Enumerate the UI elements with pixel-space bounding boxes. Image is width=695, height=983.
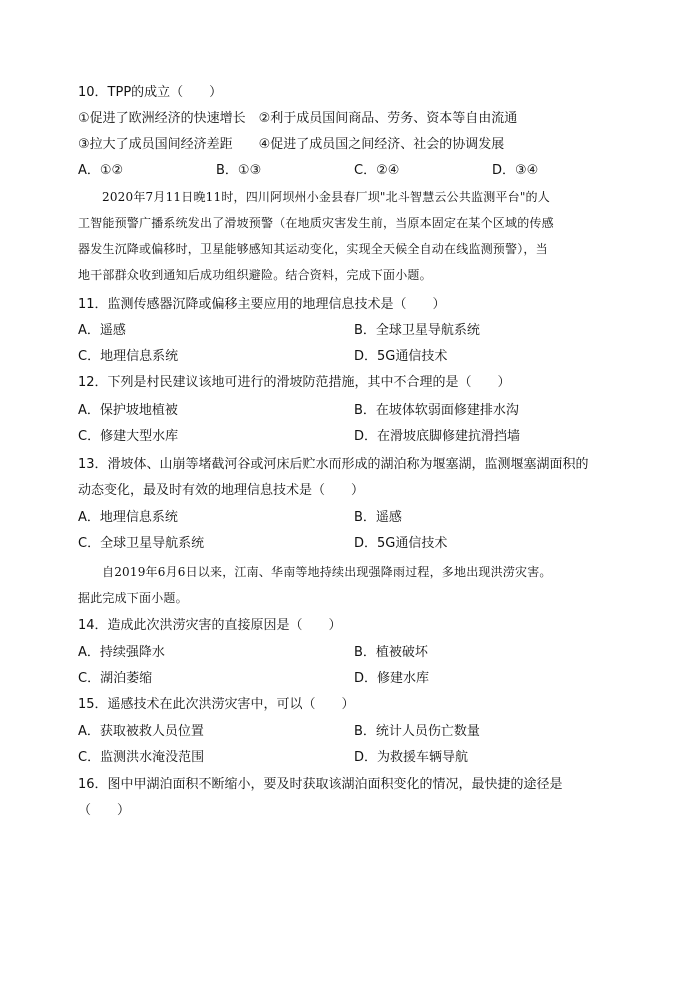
q13-options-row-1 bbox=[78, 509, 638, 527]
q16-stem-line-1: 16．图中甲湖泊面积不断缩小，要及时获取该湖泊面积变化的情况，最快捷的途径是 bbox=[78, 777, 563, 792]
q13-stem-line-1: 13．滑坡体、山崩等堵截河谷或河床后贮水而形成的湖泊称为堰塞湖，监测堰塞湖面积的 bbox=[78, 457, 589, 472]
q13-options-row-2 bbox=[78, 535, 638, 553]
q13-option-c[interactable]: C．全球卫星导航系统 bbox=[78, 536, 205, 551]
q14-option-c[interactable]: C．湖泊萎缩 bbox=[78, 671, 153, 686]
q11-option-d[interactable]: D．5G通信技术 bbox=[354, 349, 448, 364]
q15-option-c[interactable]: C．监测洪水淹没范围 bbox=[78, 750, 205, 765]
q15-option-d[interactable]: D．为救援车辆导航 bbox=[354, 750, 469, 765]
q13-option-a[interactable]: A．地理信息系统 bbox=[78, 510, 178, 525]
passage2-line-1: 自2019年6月6日以来，江南、华南等地持续出现强降雨过程，多地出现洪涝灾害。 bbox=[102, 565, 552, 579]
q11-option-b[interactable]: B．全球卫星导航系统 bbox=[354, 323, 480, 338]
q13-option-b[interactable]: B．遥感 bbox=[354, 510, 402, 525]
q13-stem-line-2: 动态变化，最及时有效的地理信息技术是（ ） bbox=[78, 483, 365, 498]
q10-option-a[interactable]: A．①② bbox=[78, 163, 124, 178]
q13-option-d[interactable]: D．5G通信技术 bbox=[354, 536, 448, 551]
q12-options-row-1 bbox=[78, 402, 638, 420]
q11-options-row-1 bbox=[78, 322, 638, 340]
passage2-line-2: 据此完成下面小题。 bbox=[78, 591, 188, 605]
q14-stem: 14．造成此次洪涝灾害的直接原因是（ ） bbox=[78, 618, 342, 633]
q14-option-a[interactable]: A．持续强降水 bbox=[78, 645, 165, 660]
q10-option-d[interactable]: D．③④ bbox=[492, 163, 539, 178]
q12-option-b[interactable]: B．在坡体软弱面修建排水沟 bbox=[354, 403, 519, 418]
q10-items-line-2: ③拉大了成员国间经济差距 ④促进了成员国之间经济、社会的协调发展 bbox=[78, 137, 505, 152]
passage1-line-1: 2020年7月11日晚11时，四川阿坝州小金县春厂坝"北斗智慧云公共监测平台"的人 bbox=[102, 190, 550, 204]
q12-option-c[interactable]: C．修建大型水库 bbox=[78, 429, 179, 444]
q15-stem: 15．遥感技术在此次洪涝灾害中，可以（ ） bbox=[78, 697, 355, 712]
q15-options-row-2 bbox=[78, 749, 638, 767]
q10-stem: 10．TPP的成立（ ） bbox=[78, 85, 223, 100]
q11-stem: 11．监测传感器沉降或偏移主要应用的地理信息技术是（ ） bbox=[78, 297, 446, 312]
q14-option-d[interactable]: D．修建水库 bbox=[354, 671, 430, 686]
q15-option-a[interactable]: A．获取被救人员位置 bbox=[78, 724, 204, 739]
q12-option-d[interactable]: D．在滑坡底脚修建抗滑挡墙 bbox=[354, 429, 521, 444]
q11-option-c[interactable]: C．地理信息系统 bbox=[78, 349, 179, 364]
q16-stem-line-2: （ ） bbox=[78, 803, 131, 818]
q15-options-row-1 bbox=[78, 723, 638, 741]
passage1-line-3: 器发生沉降或偏移时，卫星能够感知其运动变化，实现全天候全自动在线监测预警），当 bbox=[78, 242, 548, 256]
q12-options-row-2 bbox=[78, 428, 638, 446]
q10-options bbox=[78, 162, 638, 180]
q11-options-row-2 bbox=[78, 348, 638, 366]
q11-option-a[interactable]: A．遥感 bbox=[78, 323, 126, 338]
q10-option-b[interactable]: B．①③ bbox=[216, 163, 262, 178]
q10-items-line-1: ①促进了欧洲经济的快速增长 ②利于成员国间商品、劳务、资本等自由流通 bbox=[78, 111, 518, 126]
q10-option-c[interactable]: C．②④ bbox=[354, 163, 400, 178]
passage1-line-4: 地干部群众收到通知后成功组织避险。结合资料，完成下面小题。 bbox=[78, 268, 432, 282]
q14-option-b[interactable]: B．植被破坏 bbox=[354, 645, 428, 660]
q14-options-row-2 bbox=[78, 670, 638, 688]
q14-options-row-1 bbox=[78, 644, 638, 662]
q12-option-a[interactable]: A．保护坡地植被 bbox=[78, 403, 178, 418]
q12-stem: 12．下列是村民建议该地可进行的滑坡防范措施，其中不合理的是（ ） bbox=[78, 375, 511, 390]
passage1-line-2: 工智能预警广播系统发出了滑坡预警（在地质灾害发生前，当原本固定在某个区域的传感 bbox=[78, 216, 554, 230]
q15-option-b[interactable]: B．统计人员伤亡数量 bbox=[354, 724, 480, 739]
